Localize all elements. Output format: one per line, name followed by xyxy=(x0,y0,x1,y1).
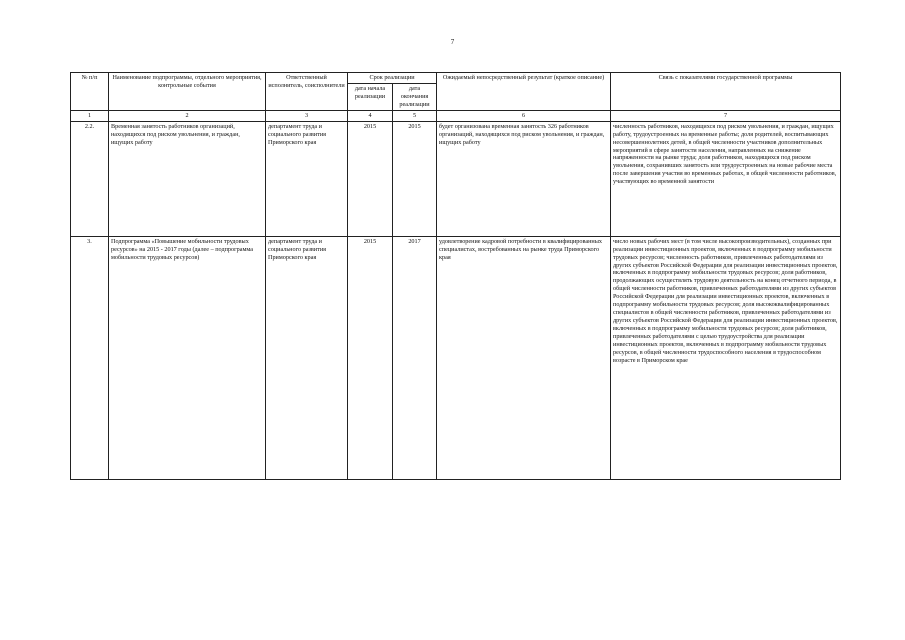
row-end: 2015 xyxy=(393,121,437,236)
row-link: число новых рабочих мест (в том числе высокопроизводительных), созданных при реализации инвестиционных проектов, включенных в подпрограмму мобильности трудовых ресурсов; численность работников, привлеченных работодателями из других субъектов Российской Федерации для реализации инвестиционных проектов, включенных в подпрограмму мобильности трудовых ресурсов; доля работников, продолжающих осуществлять трудовую деятельность на конец отчетного периода, в общей численности работников, привлеченных работодателями из других субъектов Российской Федерации для реализации инвестиционных проектов, включенных в подпрограмму мобильности трудовых ресурсов; доля высококвалифицированных специалистов в общей численности работников, привлеченных работодателями из других субъектов Российской Федерации для реализации инвестиционных проектов, включенных в подпрограмму мобильности трудовых ресурсов; доля работников, привлеченных работодателями с целью трудоустройства для реализации инвестиционных проектов, включенных в подпрограмму мобильности трудовых ресурсов, в общей численности трудоспособного населения в трудоспособном возрасте в Приморском крае xyxy=(611,236,841,479)
column-number: 2 xyxy=(109,110,266,121)
table-row xyxy=(71,236,841,479)
row-link: численность работников, находящихся под риском увольнения, и граждан, ищущих работу, трудоустроенных на временные работы; доля родителей, воспитывающих несовершеннолетних детей, в общей численности участников дополнительных мероприятий в сфере занятости населения, направленных на снижение напряженности на рынке труда; доля работников, находящихся под риском увольнения, сохранивших занятость или трудоустроенных на новые рабочие места после завершения участия во временных работах, в общей численности работников, участвующих во временной занятости xyxy=(611,121,841,236)
header-end-date: дата окончания реализации xyxy=(393,83,437,110)
header-start-date: дата начала реализации xyxy=(348,83,393,110)
header-num: № п/п xyxy=(71,73,109,111)
header-result: Ожидаемый непосредственный результат (краткое описание) xyxy=(437,73,611,111)
row-num: 3. xyxy=(71,236,109,479)
column-number: 3 xyxy=(266,110,348,121)
row-name: Временная занятость работников организаций, находящихся под риском увольнения, и граждан, ищущих работу xyxy=(109,121,266,236)
header-name: Наименование подпрограммы, отдельного мероприятия, контрольные события xyxy=(109,73,266,111)
page-number: 7 xyxy=(450,38,455,46)
column-number: 5 xyxy=(393,110,437,121)
header-responsible: Ответственный исполнитель, соисполнители xyxy=(266,73,348,111)
header-period: Срок реализации xyxy=(348,73,437,84)
column-number: 7 xyxy=(611,110,841,121)
row-responsible: департамент труда и социального развития Приморского края xyxy=(266,121,348,236)
row-result: удовлетворение кадровой потребности в квалифицированных специалистах, востребованных на рынке труда Приморского края xyxy=(437,236,611,479)
row-start: 2015 xyxy=(348,236,393,479)
row-end: 2017 xyxy=(393,236,437,479)
program-table xyxy=(70,72,841,480)
column-numbers-row xyxy=(71,110,841,121)
column-number: 1 xyxy=(71,110,109,121)
header-link: Связь с показателями государственной программы xyxy=(611,73,841,111)
row-num: 2.2. xyxy=(71,121,109,236)
table-row xyxy=(71,121,841,236)
row-name: Подпрограмма «Повышение мобильности трудовых ресурсов» на 2015 - 2017 годы (далее – подпрограмма мобильности трудовых ресурсов) xyxy=(109,236,266,479)
row-responsible: департамент труда и социального развития Приморского края xyxy=(266,236,348,479)
row-result: будет организована временная занятость 326 работников организаций, находящихся под риском увольнения, и граждан, ищущих работу xyxy=(437,121,611,236)
column-number: 6 xyxy=(437,110,611,121)
column-number: 4 xyxy=(348,110,393,121)
row-start: 2015 xyxy=(348,121,393,236)
